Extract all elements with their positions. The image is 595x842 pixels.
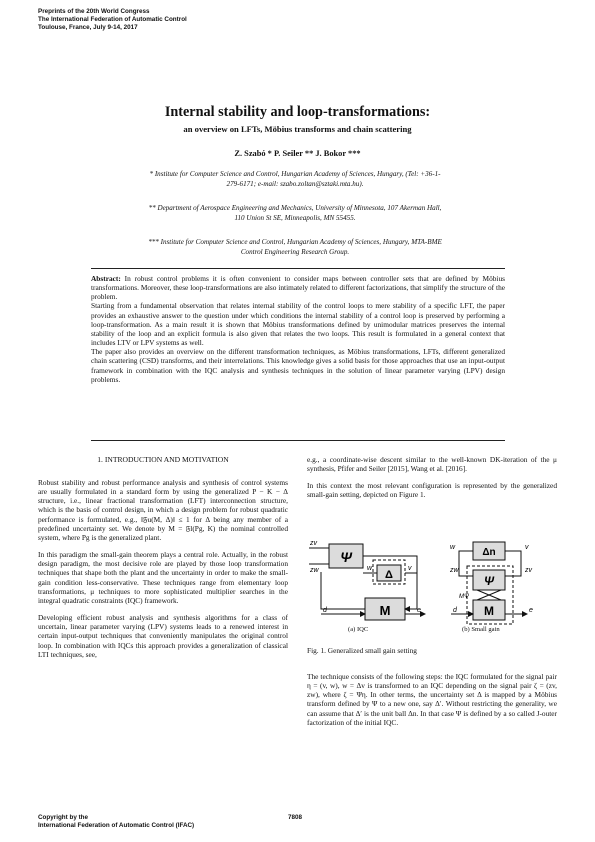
abstract-paragraph-1 <box>91 274 505 301</box>
abstract-text-1: In robust control problems it is often convenient to consider maps between controller sets that are defined by Möbius transformations. Moreover, these loop-transformations are also intimately related to different factorizations, that simplify the structure of the problem. <box>91 274 505 302</box>
right-paragraph-1: e.g., a coordinate-wise descent similar to the well-known DK-iteration of the μ synthesis, Pfifer and Seiler [2015], Wang et al. [2016]. <box>307 455 557 474</box>
zv-label-b: zv <box>525 567 532 574</box>
intro-paragraph-3: Developing efficient robust analysis and synthesis algorithms for a class of uncertain, linear parameter varying (LPV) systems leads to a renewed interest in certain input-output techniques that conveniently manipulates the original control loop. In combination with IQCs this approach provides a generalization of classical LTI techniques, see, <box>38 613 288 659</box>
m-label: M <box>379 603 391 618</box>
wire <box>459 551 473 576</box>
footer-line-2: International Federation of Automatic Control (IFAC) <box>38 822 195 829</box>
header-line-3: Toulouse, France, July 9-14, 2017 <box>38 24 138 31</box>
right-paragraph-3: The technique consists of the following steps: the IQC formulated for the signal pair η = (v, w), w = Δv is transformed to an IQC depending on the signal pair ζ = (zv, zw), where ζ = Ψη. In other terms, the uncertainty set Δ is mapped by a Möbius transform defined by Ψ to a new one, say Δ′. Without restricting the generality, we can assume that Δ′ is the unit ball Δn. In that case Ψ is defined by a so called J-outer factorization of the initial IQC. <box>307 672 557 727</box>
d-label: d <box>323 607 327 614</box>
zw-label-b: zw <box>450 567 459 574</box>
m-psi-label: MΨ <box>459 594 469 600</box>
right-column-top <box>307 455 557 508</box>
v-label-b: v <box>525 544 529 551</box>
abstract <box>91 274 505 384</box>
wire-w <box>321 572 365 609</box>
zw-label: zw <box>310 567 319 574</box>
right-paragraph-2: In this context the most relevant configuration is represented by the generalized small-gain setting, depicted on Figure 1. <box>307 481 557 500</box>
abstract-label: Abstract: <box>91 274 121 283</box>
abstract-paragraph-2: Starting from a fundamental observation that relates internal stability of the control loops to mere stability of a specific LFT, the paper provides an exhaustive answer to the question under which conditions the internal stability of a control loop is preserved by performing a loop-transformation. As a main result it is shown that Möbius transformations defined by unimodular matrices preserves the internal stability of the loop and an explicit formula is also given that relates the two loops. This result is formulated in a general context that includes LTV or LPV systems as well. <box>91 301 505 348</box>
header-line-1: Preprints of the 20th World Congress <box>38 8 150 15</box>
figure-1-diagrams <box>307 536 557 636</box>
diagram-iqc <box>309 540 425 620</box>
figure-caption: Fig. 1. Generalized small gain setting <box>307 646 417 655</box>
abstract-bottom-rule <box>91 440 505 441</box>
intro-paragraph-2: In this paradigm the small-gain theorem plays a central role. Actually, in the robust design paradigm, the most decisive role are played by those loop transformation techniques that shape both the plant and the uncertainty in order to make the small-gain condition less-conservative. These techniques range from elementary loop transformations, μ techniques to more sophisticated multiplier searches in the integral quadratic constraints (IQC) framework. <box>38 550 288 605</box>
d-label-b: d <box>453 607 457 614</box>
footer-line-1: Copyright by the <box>38 814 89 821</box>
v-label: v <box>408 565 412 572</box>
subcaption-b: (b) Small gain <box>462 626 500 633</box>
m-label-b: M <box>484 604 494 618</box>
abstract-top-rule <box>91 268 505 269</box>
delta-label: Δ <box>385 569 393 581</box>
intro-paragraph-1: Robust stability and robust performance analysis and synthesis of control systems are usually formulated in a standard form by using the generalized P − K − Δ structure, i.e., linear fractional transformation (LFT) interconnection structure, which is the basis of control design, in which a design problem for robust quadratic performance is formulated, e.g., ‖𝔉u(M, Δ)‖ ≤ 1 for Δ being any member of a predefined uncertainty set. We denote by M = 𝔉l(Pg, K) the nominal controlled system, where Pg is the generalized plant. <box>38 478 288 542</box>
section-heading: 1. INTRODUCTION AND MOTIVATION <box>97 455 229 464</box>
paper-title: Internal stability and loop-transformations: <box>164 104 431 120</box>
page-number: 7808 <box>288 814 303 821</box>
left-column <box>38 478 288 667</box>
delta-n-label: Δn <box>482 547 496 558</box>
abstract-paragraph-3: The paper also provides an overview on the different transformation techniques, as Möbius transformations, LFTs, different generalized chain scattering (CSD) transforms, and their interrelations. This knowledge gives a solid basis for those approaches that use an input-output framework in combination with the IQC analysis and synthesis techniques in the solution of linear parameter varying (LPV) design problems. <box>91 347 505 384</box>
zv-label: zv <box>310 540 317 547</box>
subcaption-a: (a) IQC <box>348 626 369 633</box>
psi-label-b: Ψ <box>484 574 494 588</box>
affiliation-1: * Institute for Computer Science and Control, Hungarian Academy of Sciences, Hungary, (Tel: +36-1-279-6171; e-mail: szabo.zoltan@sztaki.mta.hu). <box>149 170 441 188</box>
w-label: w <box>367 565 373 572</box>
diagram-small-gain <box>449 542 533 624</box>
paper-subtitle: an overview on LFTs, Möbius transforms and chain scattering <box>183 124 412 134</box>
affiliation-3: *** Institute for Computer Science and Control, Hungarian Academy of Sciences, Hungary, MTA-BME Control Engineering Research Group. <box>148 238 442 256</box>
psi-label: Ψ <box>340 549 352 565</box>
affiliation-2: ** Department of Aerospace Engineering and Mechanics, University of Minnesota, 107 Akerman Hall, 110 Union St SE, Minneapolis, MN 55455. <box>148 204 442 222</box>
copyright-footer <box>38 814 194 830</box>
e-label-b: e <box>529 607 533 614</box>
e-label: e <box>417 607 421 614</box>
header-line-2: The International Federation of Automatic Control <box>38 16 187 23</box>
author-list: Z. Szabó * P. Seiler ** J. Bokor *** <box>234 149 361 158</box>
w-label-b: w <box>450 544 456 551</box>
conference-header <box>38 8 187 32</box>
cross-wires <box>477 590 501 600</box>
right-column-bottom <box>307 672 557 735</box>
